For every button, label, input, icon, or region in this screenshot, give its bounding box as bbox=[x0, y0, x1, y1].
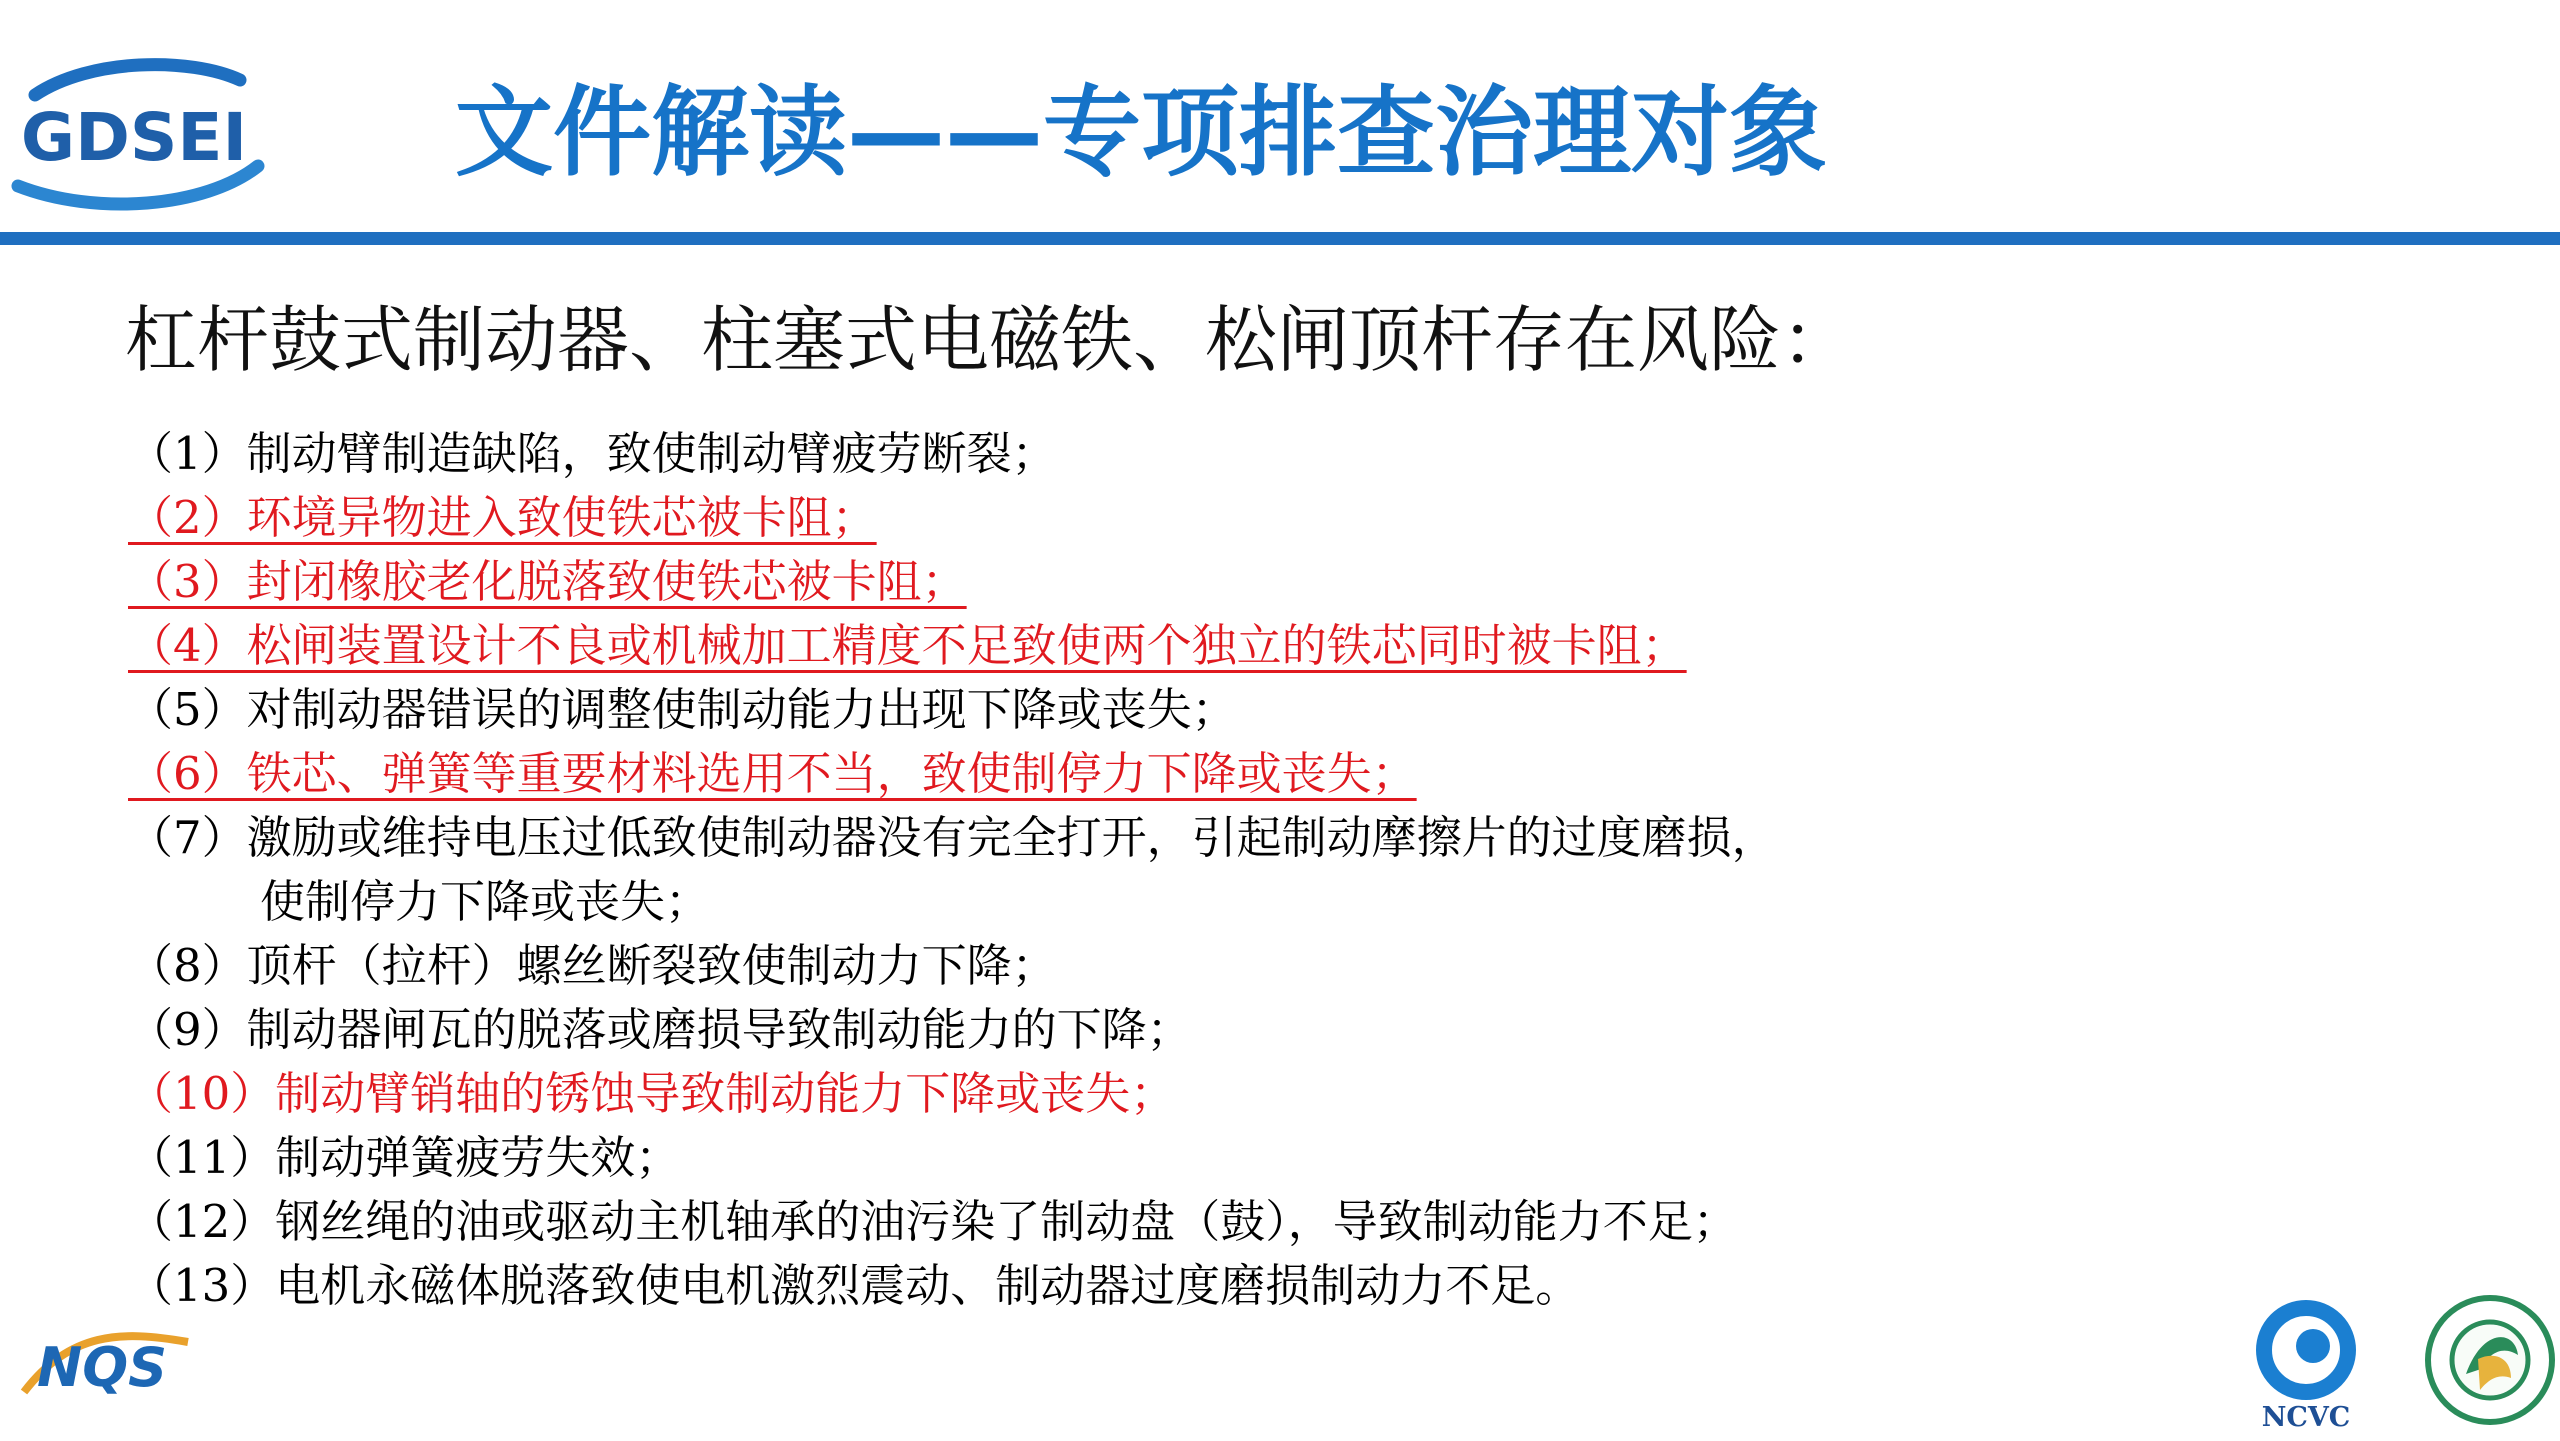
risk-item-9: （9）制动器闸瓦的脱落或磨损导致制动能力的下降； bbox=[128, 1003, 1192, 1056]
risk-item-7-continuation: 使制停力下降或丧失； bbox=[260, 875, 711, 928]
risk-item-4: （4）松闸装置设计不良或机械加工精度不足致使两个独立的铁芯同时被卡阻； bbox=[128, 619, 1687, 672]
risk-item-8: （8）顶杆（拉杆）螺丝断裂致使制动力下降； bbox=[128, 939, 1057, 992]
risk-item-6: （6）铁芯、弹簧等重要材料选用不当，致使制停力下降或丧失； bbox=[128, 747, 1417, 800]
seal-logo bbox=[2420, 1285, 2560, 1435]
risk-item-7: （7）激励或维持电压过低致使制动器没有完全打开，引起制动摩擦片的过度磨损， bbox=[128, 811, 1777, 864]
gdsei-logo-text: GDSEI bbox=[20, 99, 248, 176]
gdsei-logo bbox=[0, 50, 270, 220]
risk-item-13: （13）电机永磁体脱落致使电机激烈震动、制动器过度磨损制动力不足。 bbox=[128, 1259, 1581, 1312]
risk-heading: 杠杆鼓式制动器、柱塞式电磁铁、松闸顶杆存在风险： bbox=[125, 298, 1854, 382]
risk-item-3: （3）封闭橡胶老化脱落致使铁芯被卡阻； bbox=[128, 555, 967, 608]
risk-item-11: （11）制动弹簧疲劳失效； bbox=[128, 1131, 681, 1184]
nqs-logo-text: NQS bbox=[37, 1336, 167, 1399]
header-divider bbox=[0, 232, 2560, 245]
nqs-logo bbox=[10, 1322, 200, 1406]
ncvc-logo-text: NCVC bbox=[2261, 1402, 2351, 1433]
risk-list bbox=[128, 422, 2158, 1318]
page-title: 文件解读——专项排查治理对象 bbox=[455, 76, 1828, 190]
risk-item-12: （12）钢丝绳的油或驱动主机轴承的油污染了制动盘（鼓），导致制动能力不足； bbox=[128, 1195, 1738, 1248]
risk-item-10: （10）制动臂销轴的锈蚀导致制动能力下降或丧失； bbox=[128, 1067, 1176, 1120]
risk-item-1: （1）制动臂制造缺陷，致使制动臂疲劳断裂； bbox=[128, 427, 1057, 480]
ncvc-logo bbox=[2233, 1292, 2379, 1437]
risk-item-5: （5）对制动器错误的调整使制动能力出现下降或丧失； bbox=[128, 683, 1237, 736]
risk-item-2: （2）环境异物进入致使铁芯被卡阻； bbox=[128, 491, 877, 544]
